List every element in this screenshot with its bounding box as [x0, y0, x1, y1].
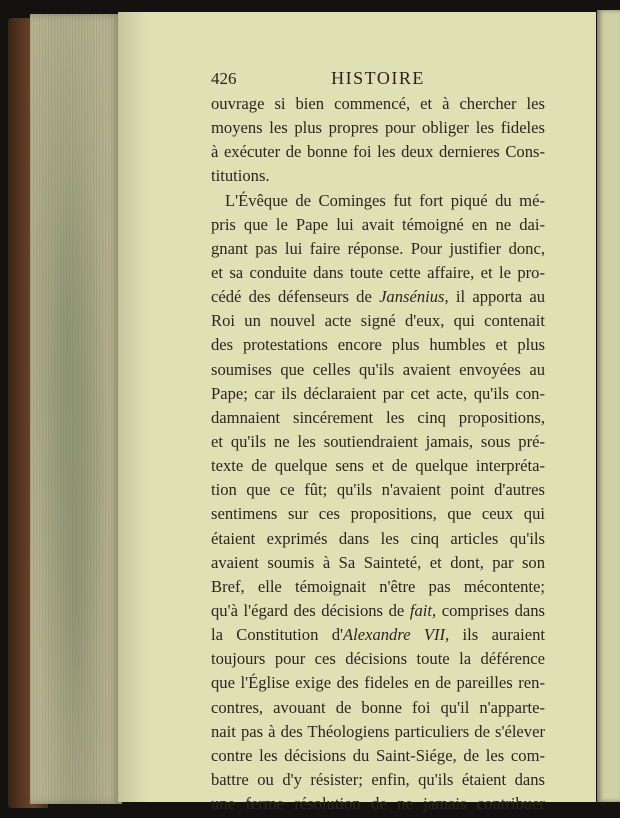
text-line: contres, avouant de bonne foi qu'il n'apparte-	[211, 697, 545, 717]
text-line: que l'Église exige des fideles en de pareilles ren-	[211, 673, 545, 693]
text-line: L'Évêque de Cominges fut fort piqué du mé-	[225, 190, 545, 210]
body-text	[211, 92, 545, 816]
text-line: des protestations encore plus humbles et plus	[211, 335, 545, 355]
text-line: moyens les plus propres pour obliger les fideles	[211, 118, 545, 138]
page-number: 426	[211, 69, 237, 88]
text-line: soumises que celles qu'ils avaient envoyées au	[211, 359, 545, 379]
italic-word: fait,	[409, 600, 437, 620]
running-header	[211, 69, 545, 93]
text-line: contre les décisions du Saint-Siége, de les com-	[211, 745, 545, 765]
text-line: titutions.	[211, 166, 270, 186]
text-line: nait pas à des Théologiens particuliers de s'élever	[211, 721, 545, 741]
text-line: Roi un nouvel acte signé d'eux, qui contenait	[211, 311, 545, 331]
text-line: gnant pas lui faire réponse. Pour justifier donc,	[211, 238, 545, 258]
text-segment: ils auraient	[449, 625, 546, 645]
italic-name: Alexandre VII,	[342, 625, 450, 645]
text-line: et sa conduite dans toute cette affaire, et le pro-	[211, 262, 545, 282]
text-line	[211, 285, 545, 309]
page-edges	[30, 14, 122, 804]
text-segment: il apporta au	[448, 287, 545, 307]
text-line: damnaient sincérement les cinq propositions,	[211, 407, 545, 427]
text-line: Bref, elle témoignait n'être pas mécontente;	[211, 576, 545, 596]
text-line: étaient exprimés dans les cinq articles qu'ils	[211, 528, 545, 548]
text-line: battre ou d'y résister; enfin, qu'ils étaient dans	[211, 769, 545, 789]
text-line: une ferme résolution de ne jamais contribuer	[211, 794, 545, 814]
text-line: Pape; car ils déclaraient par cet acte, qu'ils con-	[211, 383, 545, 403]
text-segment: cédé des défenseurs de	[211, 287, 380, 307]
text-line: à exécuter de bonne foi les deux dernieres Cons-	[211, 142, 545, 162]
text-line: ouvrage si bien commencé, et à chercher les	[211, 94, 545, 113]
text-segment: comprises dans	[436, 600, 546, 620]
text-line: avaient soumis à Sa Sainteté, et dont, par son	[211, 552, 545, 572]
text-line: texte de quelque sens et de quelque interpréta-	[211, 456, 545, 476]
text-line: sentimens sur ces propositions, que ceux qui	[211, 504, 545, 524]
text-line: et qu'ils ne les soutiendraient jamais, sous pré-	[211, 431, 545, 451]
text-line	[211, 599, 545, 623]
text-line	[211, 623, 545, 647]
text-line: toujours pour ces décisions toute la déférence	[211, 649, 545, 669]
running-title: HISTOIRE	[331, 68, 425, 88]
text-line: pris que le Pape lui avait témoigné en ne dai-	[211, 214, 545, 234]
facing-page-edge	[597, 10, 620, 802]
text-line: tion que ce fût; qu'ils n'avaient point d'autres	[211, 480, 545, 500]
italic-name: Jansénius,	[379, 287, 449, 307]
text-segment: qu'à l'égard des décisions de	[211, 600, 410, 620]
text-segment: la Constitution d'	[211, 625, 343, 645]
